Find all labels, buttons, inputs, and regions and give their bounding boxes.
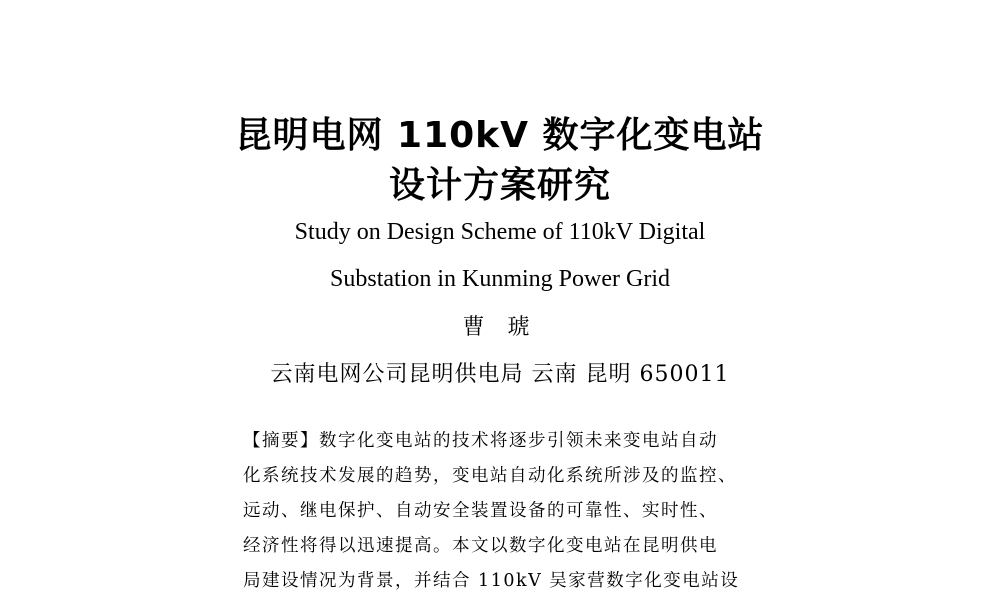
abstract-line-2: 化系统技术发展的趋势，变电站自动化系统所涉及的监控、 [243, 466, 737, 486]
title-chinese-line-1: 昆明电网 110kV 数字化变电站 [235, 115, 765, 156]
abstract-line-4: 经济性将得以迅速提高。本文以数字化变电站在昆明供电 [243, 536, 718, 556]
author-affiliation: 云南电网公司昆明供电局 云南 昆明 650011 [270, 362, 730, 387]
abstract-line-3: 远动、继电保护、自动安全装置设备的可靠性、实时性、 [243, 501, 718, 521]
abstract-line-5: 局建设情况为背景，并结合 110kV 吴家营数字化变电站设 [243, 571, 740, 591]
abstract-block [243, 424, 763, 599]
title-chinese-line-2: 设计方案研究 [388, 165, 611, 206]
author-name: 曹 琥 [462, 315, 538, 340]
abstract-line-1: 【摘要】数字化变电站的技术将逐步引领未来变电站自动 [243, 431, 718, 451]
title-english-line-1: Study on Design Scheme of 110kV Digital [294, 219, 706, 245]
title-english-line-2: Substation in Kunming Power Grid [330, 266, 670, 292]
